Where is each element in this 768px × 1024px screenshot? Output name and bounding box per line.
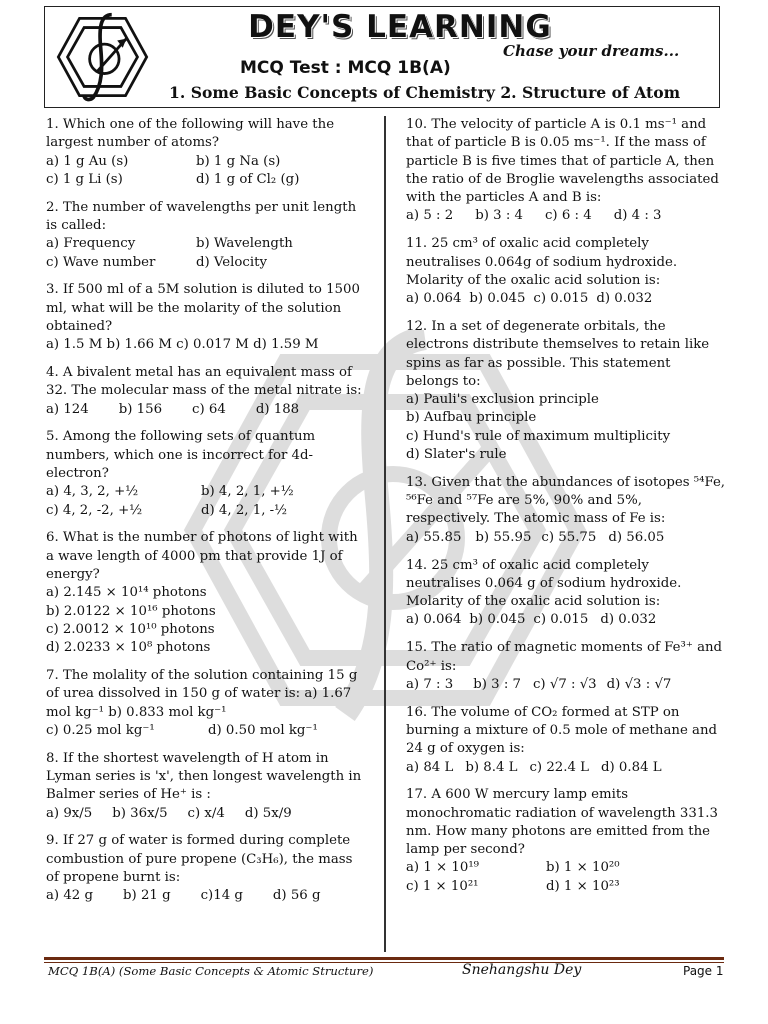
option: d) 1 × 10²³	[546, 878, 620, 894]
options	[406, 759, 726, 777]
deys-learning-logo-icon	[55, 11, 150, 103]
option: d) 0.032	[600, 612, 657, 628]
options	[406, 529, 726, 547]
question-text: 16. The volume of CO₂ formed at STP on burning a mixture of 0.5 mole of methane and 24 g of oxygen is:	[406, 704, 718, 757]
option: c) 1 × 10²¹	[406, 878, 479, 894]
options	[46, 805, 368, 823]
question-9	[46, 832, 368, 905]
footer-test-name: MCQ 1B(A) (Some Basic Concepts & Atomic Structure)	[48, 964, 374, 978]
question-text: 13. Given that the abundances of isotopes ⁵⁴Fe, ⁵⁶Fe and ⁵⁷Fe are 5%, 90% and 5%, respectively. The atomic mass of Fe is:	[406, 474, 726, 527]
question-1	[46, 116, 368, 189]
option: b) 2.0122 × 10¹⁶ photons	[46, 603, 216, 619]
question-text: 12. In a set of degenerate orbitals, the electrons distribute themselves to retain like spins as far as possible. This statement belongs to:	[406, 318, 710, 389]
option: d) 56.05	[608, 529, 665, 545]
question-text: 4. A bivalent metal has an equivalent mass of 32. The molecular mass of the metal nitrate is:	[46, 365, 362, 399]
option: a) 2.145 × 10¹⁴ photons	[46, 585, 207, 601]
option: a) 84 L	[406, 759, 454, 775]
option: d) √3 : √7	[606, 676, 672, 692]
question-text: 17. A 600 W mercury lamp emits monochromatic radiation of wavelength 331.3 nm. How many photons are emitted from the lamp per second?	[406, 787, 718, 858]
header-box	[44, 6, 720, 108]
option: a) 1 × 10¹⁹	[406, 860, 479, 876]
option: d) 56 g	[272, 888, 321, 904]
option: b) 0.045	[469, 291, 526, 307]
question-14	[406, 557, 726, 630]
option: b) 8.4 L	[465, 759, 518, 775]
option: b) 21 g	[123, 888, 171, 904]
option: b) Aufbau principle	[406, 410, 537, 426]
option: a) Pauli's exclusion principle	[406, 392, 599, 408]
question-text: 15. The ratio of magnetic moments of Fe³⁺ and Co²⁺ is:	[406, 640, 723, 674]
question-text: 9. If 27 g of water is formed during complete combustion of pure propene (C₃H₆), the mass of propene burnt is:	[46, 833, 353, 885]
question-10	[406, 116, 726, 226]
option: c) Wave number	[46, 254, 156, 270]
left-column	[46, 116, 368, 915]
footer-author: Snehangshu Dey	[462, 962, 582, 978]
options	[46, 483, 368, 520]
option: c) 55.75	[541, 529, 597, 545]
option: d) 0.032	[596, 291, 653, 307]
option: a) 42 g	[46, 888, 94, 904]
option: d) 1 g of Cl₂ (g)	[196, 171, 300, 187]
option: c) x/4	[187, 805, 225, 821]
options	[406, 207, 726, 225]
option: c) 2.0012 × 10¹⁰ photons	[46, 621, 215, 637]
option: c) 6 : 4	[544, 208, 592, 224]
page-number: Page 1	[683, 964, 724, 978]
footer-divider	[44, 957, 724, 960]
options	[406, 391, 726, 464]
option: c) √7 : √3	[532, 676, 597, 692]
brand-title: DEY'S LEARNING	[248, 9, 552, 45]
option: b) 0.045	[469, 612, 526, 628]
options	[406, 611, 726, 629]
option: a) 4, 3, 2, +½	[46, 484, 139, 500]
option: a) 5 : 2	[406, 208, 454, 224]
options	[46, 235, 368, 272]
topics-line: 1. Some Basic Concepts of Chemistry 2. Structure of Atom	[169, 83, 681, 102]
option: d) 188	[255, 401, 300, 417]
option: a) 0.064	[406, 612, 462, 628]
option: a) 55.85	[406, 529, 462, 545]
option: c) 64	[192, 401, 226, 417]
question-3	[46, 281, 368, 354]
options	[406, 676, 726, 694]
options	[46, 887, 368, 905]
option: b) 4, 2, 1, +½	[201, 484, 294, 500]
option: c) 4, 2, -2, +½	[46, 502, 143, 518]
question-text: 8. If the shortest wavelength of H atom in Lyman series is 'x', then longest wavelength in Balmer series of He⁺ is :	[46, 750, 362, 803]
options	[406, 859, 726, 896]
option: d) Slater's rule	[406, 447, 507, 463]
option: a) 7 : 3	[406, 676, 454, 692]
question-17	[406, 786, 726, 896]
option: a) Frequency	[46, 236, 136, 252]
option: b) 1 g Na (s)	[196, 153, 281, 169]
question-text: 6. What is the number of photons of light with a wave length of 4000 pm that provide 1J of energy?	[46, 530, 358, 583]
question-7	[46, 667, 368, 740]
options	[46, 153, 368, 190]
option: b) 3 : 4	[475, 208, 523, 224]
question-11	[406, 235, 726, 308]
options	[46, 722, 368, 740]
options	[46, 401, 368, 419]
option: d) 0.50 mol kg⁻¹	[208, 722, 318, 738]
option: a) 1 g Au (s)	[46, 153, 129, 169]
option: b) Wavelength	[196, 236, 293, 252]
question-8	[46, 750, 368, 823]
question-text: 2. The number of wavelengths per unit length is called:	[46, 199, 357, 233]
question-15	[406, 639, 726, 694]
option: c) 1 g Li (s)	[46, 171, 123, 187]
tagline: Chase your dreams...	[503, 42, 680, 60]
right-column	[406, 116, 726, 906]
option: c) 22.4 L	[529, 759, 589, 775]
option: b) 36x/5	[112, 805, 168, 821]
question-text: 5. Among the following sets of quantum numbers, which one is incorrect for 4d-electron?	[46, 429, 316, 482]
option: d) 4 : 3	[613, 208, 662, 224]
question-16	[406, 704, 726, 777]
options	[46, 336, 368, 354]
question-text: 7. The molality of the solution containing 15 g of urea dissolved in 150 g of water is: a) 1.67 mol kg⁻¹ b) 0.833 mol kg⁻¹	[46, 668, 358, 720]
option: c)14 g	[200, 888, 243, 904]
question-text: 3. If 500 ml of a 5M solution is diluted to 1500 ml, what will be the molarity of the solution obtained?	[46, 282, 360, 334]
option: b) 55.95	[475, 529, 532, 545]
options	[46, 584, 368, 657]
option: c) Hund's rule of maximum multiplicity	[406, 428, 671, 444]
options	[406, 290, 726, 308]
option: d) 4, 2, 1, -½	[201, 502, 288, 518]
option: a) 0.064	[406, 291, 462, 307]
question-text: 11. 25 cm³ of oxalic acid completely neutralises 0.064g of sodium hydroxide. Molarity of the oxalic acid solution is:	[406, 236, 678, 288]
question-text: 1. Which one of the following will have the largest number of atoms?	[46, 117, 335, 151]
question-5	[46, 428, 368, 519]
question-12	[406, 318, 726, 464]
question-text: 14. 25 cm³ of oxalic acid completely neutralises 0.064 g of sodium hydroxide. Molarity of the oxalic acid solution is:	[406, 557, 682, 610]
option: d) 5x/9	[244, 805, 292, 821]
column-divider	[384, 116, 386, 952]
option: d) 0.84 L	[601, 759, 662, 775]
option: a) 1.5 M b) 1.66 M c) 0.017 M d) 1.59 M	[46, 337, 319, 353]
option: b) 3 : 7	[473, 676, 521, 692]
option: d) 2.0233 × 10⁸ photons	[46, 640, 211, 656]
question-4	[46, 364, 368, 419]
option: c) 0.015	[533, 612, 589, 628]
footer-divider-thin	[44, 962, 724, 963]
option: a) 9x/5	[46, 805, 93, 821]
option: c) 0.015	[533, 291, 589, 307]
option: b) 156	[118, 401, 163, 417]
question-text: 10. The velocity of particle A is 0.1 ms⁻¹ and that of particle B is 0.05 ms⁻¹. If the mass of particle B is five times that of particle A, then the ratio of de Broglie wavelengths associated with the particles A and B is:	[406, 117, 719, 206]
question-13	[406, 474, 726, 547]
option: a) 124	[46, 401, 89, 417]
option: c) 0.25 mol kg⁻¹	[46, 722, 155, 738]
option: b) 1 × 10²⁰	[546, 860, 620, 876]
question-6	[46, 529, 368, 657]
option: d) Velocity	[196, 254, 267, 270]
question-2	[46, 199, 368, 272]
test-title: MCQ Test : MCQ 1B(A)	[240, 58, 451, 78]
